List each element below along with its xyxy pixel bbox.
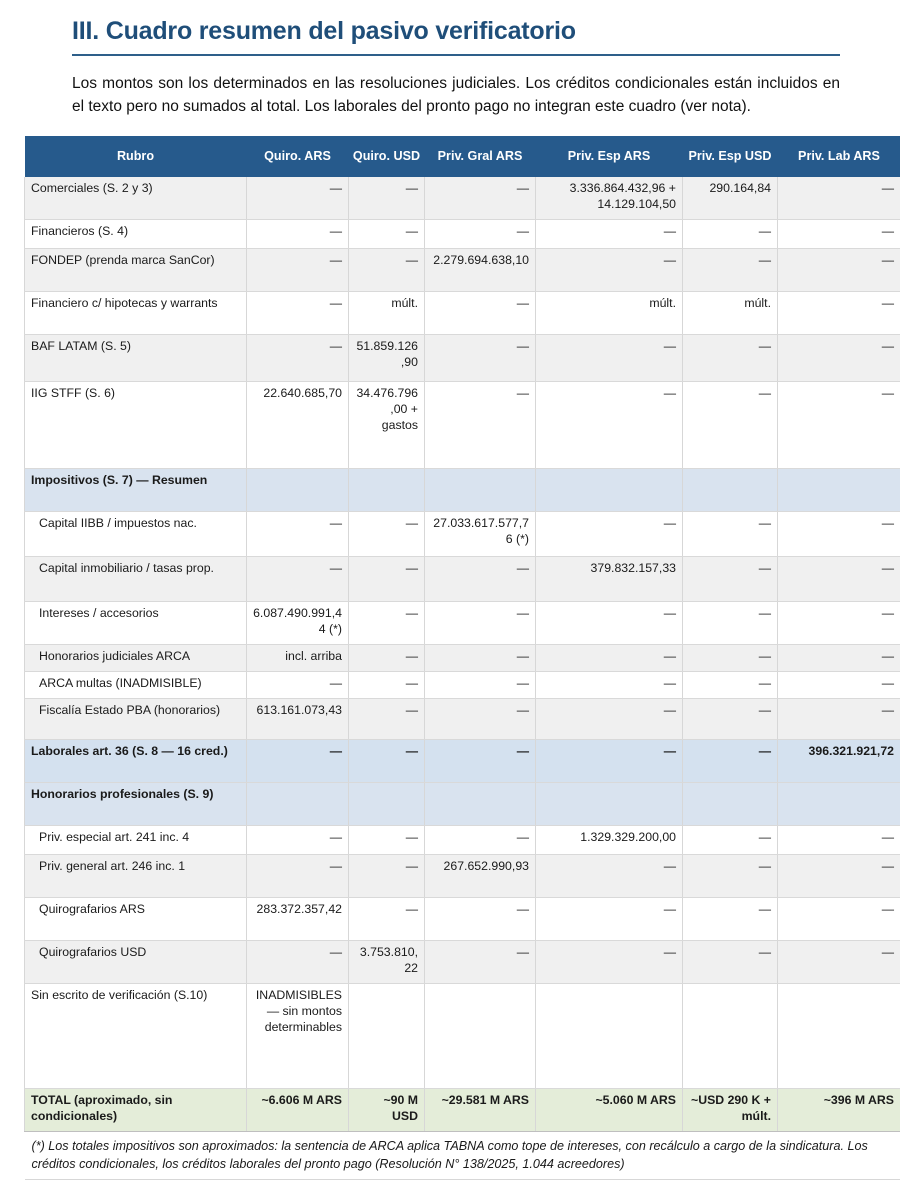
cell-priv-lab-ars: — bbox=[778, 898, 900, 941]
table-row bbox=[25, 177, 900, 220]
cell-rubro: Fiscalía Estado PBA (honorarios) bbox=[25, 699, 247, 740]
title-underline-rule bbox=[72, 54, 840, 56]
column-header-quiro-usd[interactable]: Quiro. USD bbox=[349, 136, 425, 177]
table-footer bbox=[25, 1132, 900, 1180]
table-row bbox=[25, 292, 900, 335]
cell-rubro: Financieros (S. 4) bbox=[25, 220, 247, 249]
table-row bbox=[25, 512, 900, 557]
table-row bbox=[25, 898, 900, 941]
cell-priv-lab-ars: — bbox=[778, 645, 900, 672]
cell-quiro-ars: — bbox=[247, 672, 349, 699]
cell-priv-esp-usd: múlt. bbox=[683, 292, 778, 335]
cell-rubro: BAF LATAM (S. 5) bbox=[25, 335, 247, 382]
cell-priv-lab-ars bbox=[778, 783, 900, 826]
table-row bbox=[25, 602, 900, 645]
cell-rubro: TOTAL (aproximado, sin condicionales) bbox=[25, 1089, 247, 1132]
cell-priv-gral-ars: — bbox=[425, 898, 536, 941]
cell-priv-gral-ars: — bbox=[425, 220, 536, 249]
table-body bbox=[25, 177, 900, 1132]
cell-priv-gral-ars: — bbox=[425, 602, 536, 645]
cell-priv-gral-ars: — bbox=[425, 557, 536, 602]
cell-quiro-ars: 6.087.490.991,44 (*) bbox=[247, 602, 349, 645]
cell-priv-esp-ars: 379.832.157,33 bbox=[536, 557, 683, 602]
table-row bbox=[25, 984, 900, 1089]
column-header-rubro[interactable]: Rubro bbox=[25, 136, 247, 177]
cell-quiro-ars: — bbox=[247, 335, 349, 382]
cell-priv-esp-ars: — bbox=[536, 335, 683, 382]
cell-quiro-ars: — bbox=[247, 512, 349, 557]
column-header-priv-esp-usd[interactable]: Priv. Esp USD bbox=[683, 136, 778, 177]
cell-quiro-ars bbox=[247, 469, 349, 512]
cell-priv-lab-ars: — bbox=[778, 672, 900, 699]
cell-priv-lab-ars: — bbox=[778, 699, 900, 740]
table-row bbox=[25, 855, 900, 898]
cell-rubro: Intereses / accesorios bbox=[25, 602, 247, 645]
cell-quiro-usd: — bbox=[349, 645, 425, 672]
cell-priv-esp-ars: — bbox=[536, 512, 683, 557]
table-row-section bbox=[25, 740, 900, 783]
cell-priv-gral-ars: — bbox=[425, 672, 536, 699]
cell-quiro-ars: INADMISIBLES — sin montos determinables bbox=[247, 984, 349, 1089]
cell-priv-esp-ars: — bbox=[536, 855, 683, 898]
cell-quiro-ars: — bbox=[247, 855, 349, 898]
cell-priv-lab-ars: — bbox=[778, 557, 900, 602]
cell-quiro-ars: — bbox=[247, 292, 349, 335]
cell-priv-esp-usd: — bbox=[683, 740, 778, 783]
cell-priv-esp-usd: — bbox=[683, 602, 778, 645]
cell-rubro: Quirografarios USD bbox=[25, 941, 247, 984]
table-row bbox=[25, 249, 900, 292]
cell-priv-esp-usd: — bbox=[683, 898, 778, 941]
pasivo-summary-table bbox=[24, 136, 900, 1180]
cell-quiro-ars: 613.161.073,43 bbox=[247, 699, 349, 740]
cell-priv-esp-ars: — bbox=[536, 898, 683, 941]
cell-priv-lab-ars: — bbox=[778, 177, 900, 220]
cell-priv-gral-ars: — bbox=[425, 645, 536, 672]
cell-priv-esp-usd: — bbox=[683, 645, 778, 672]
column-header-priv-esp-ars[interactable]: Priv. Esp ARS bbox=[536, 136, 683, 177]
cell-rubro: Priv. especial art. 241 inc. 4 bbox=[25, 826, 247, 855]
table-row bbox=[25, 335, 900, 382]
cell-quiro-ars: incl. arriba bbox=[247, 645, 349, 672]
cell-quiro-ars: ~6.606 M ARS bbox=[247, 1089, 349, 1132]
cell-priv-esp-ars: múlt. bbox=[536, 292, 683, 335]
cell-priv-gral-ars bbox=[425, 469, 536, 512]
cell-rubro: FONDEP (prenda marca SanCor) bbox=[25, 249, 247, 292]
cell-priv-esp-usd: — bbox=[683, 941, 778, 984]
cell-rubro: Honorarios profesionales (S. 9) bbox=[25, 783, 247, 826]
cell-quiro-ars: 283.372.357,42 bbox=[247, 898, 349, 941]
cell-priv-gral-ars: 267.652.990,93 bbox=[425, 855, 536, 898]
document-page bbox=[0, 16, 900, 1017]
cell-quiro-usd: — bbox=[349, 177, 425, 220]
cell-priv-esp-ars: — bbox=[536, 382, 683, 469]
table-row-section bbox=[25, 783, 900, 826]
cell-rubro: Impositivos (S. 7) — Resumen bbox=[25, 469, 247, 512]
cell-priv-gral-ars: 2.279.694.638,10 bbox=[425, 249, 536, 292]
table-header bbox=[25, 136, 900, 177]
cell-priv-lab-ars bbox=[778, 469, 900, 512]
cell-quiro-ars: — bbox=[247, 740, 349, 783]
cell-priv-esp-usd: — bbox=[683, 249, 778, 292]
cell-priv-gral-ars: — bbox=[425, 941, 536, 984]
cell-priv-lab-ars: — bbox=[778, 249, 900, 292]
cell-quiro-usd: — bbox=[349, 898, 425, 941]
table-row bbox=[25, 826, 900, 855]
cell-rubro: Capital IIBB / impuestos nac. bbox=[25, 512, 247, 557]
cell-quiro-ars: — bbox=[247, 557, 349, 602]
cell-priv-lab-ars: — bbox=[778, 602, 900, 645]
cell-rubro: Quirografarios ARS bbox=[25, 898, 247, 941]
cell-priv-esp-ars: 1.329.329.200,00 bbox=[536, 826, 683, 855]
table-row bbox=[25, 645, 900, 672]
cell-priv-lab-ars: — bbox=[778, 826, 900, 855]
cell-quiro-usd: múlt. bbox=[349, 292, 425, 335]
cell-priv-esp-usd: — bbox=[683, 672, 778, 699]
cell-quiro-usd: — bbox=[349, 220, 425, 249]
cell-priv-esp-ars: ~5.060 M ARS bbox=[536, 1089, 683, 1132]
cell-priv-gral-ars: — bbox=[425, 826, 536, 855]
cell-priv-esp-usd: 290.164,84 bbox=[683, 177, 778, 220]
cell-priv-esp-usd: — bbox=[683, 699, 778, 740]
cell-quiro-usd: — bbox=[349, 249, 425, 292]
column-header-quiro-ars[interactable]: Quiro. ARS bbox=[247, 136, 349, 177]
cell-priv-lab-ars: — bbox=[778, 941, 900, 984]
intro-paragraph: Los montos son los determinados en las resoluciones judiciales. Los créditos condicionales están incluidos en el texto pero no sumados al total. Los laborales del pronto pago no integran este cuadro (ver nota). bbox=[72, 72, 840, 118]
cell-quiro-usd: — bbox=[349, 672, 425, 699]
table-header-row bbox=[25, 136, 900, 177]
pasivo-table-container bbox=[24, 136, 900, 1180]
cell-priv-gral-ars bbox=[425, 783, 536, 826]
cell-quiro-ars: — bbox=[247, 249, 349, 292]
cell-priv-esp-usd: — bbox=[683, 382, 778, 469]
cell-priv-lab-ars: — bbox=[778, 855, 900, 898]
table-row bbox=[25, 699, 900, 740]
cell-priv-esp-usd bbox=[683, 984, 778, 1089]
footnote-row bbox=[25, 1132, 900, 1180]
cell-priv-lab-ars: — bbox=[778, 292, 900, 335]
cell-quiro-ars: — bbox=[247, 941, 349, 984]
cell-priv-lab-ars: 396.321.921,72 bbox=[778, 740, 900, 783]
cell-priv-gral-ars: — bbox=[425, 292, 536, 335]
cell-priv-esp-usd: — bbox=[683, 557, 778, 602]
cell-priv-esp-usd: ~USD 290 K + múlt. bbox=[683, 1089, 778, 1132]
cell-quiro-usd: — bbox=[349, 699, 425, 740]
cell-priv-gral-ars: 27.033.617.577,76 (*) bbox=[425, 512, 536, 557]
cell-quiro-usd: — bbox=[349, 512, 425, 557]
cell-rubro: IIG STFF (S. 6) bbox=[25, 382, 247, 469]
cell-priv-esp-ars: 3.336.864.432,96 + 14.129.104,50 bbox=[536, 177, 683, 220]
cell-priv-lab-ars bbox=[778, 984, 900, 1089]
table-row bbox=[25, 941, 900, 984]
column-header-priv-gral-ars[interactable]: Priv. Gral ARS bbox=[425, 136, 536, 177]
cell-priv-esp-ars: — bbox=[536, 941, 683, 984]
cell-priv-esp-ars: — bbox=[536, 602, 683, 645]
cell-quiro-usd: — bbox=[349, 826, 425, 855]
cell-quiro-ars: — bbox=[247, 220, 349, 249]
table-row bbox=[25, 220, 900, 249]
cell-rubro: Laborales art. 36 (S. 8 — 16 cred.) bbox=[25, 740, 247, 783]
cell-rubro: Sin escrito de verificación (S.10) bbox=[25, 984, 247, 1089]
cell-quiro-usd: — bbox=[349, 557, 425, 602]
cell-rubro: ARCA multas (INADMISIBLE) bbox=[25, 672, 247, 699]
cell-quiro-usd: ~90 M USD bbox=[349, 1089, 425, 1132]
cell-priv-esp-ars: — bbox=[536, 672, 683, 699]
table-row bbox=[25, 672, 900, 699]
cell-priv-esp-ars bbox=[536, 469, 683, 512]
cell-priv-esp-usd: — bbox=[683, 335, 778, 382]
cell-priv-gral-ars: ~29.581 M ARS bbox=[425, 1089, 536, 1132]
cell-quiro-usd bbox=[349, 984, 425, 1089]
table-row bbox=[25, 557, 900, 602]
cell-priv-lab-ars: — bbox=[778, 220, 900, 249]
document-header bbox=[72, 16, 840, 56]
table-footnote: (*) Los totales impositivos son aproximados: la sentencia de ARCA aplica TABNA como tope de intereses, con recálculo a cargo de la sindicatura. Los créditos condicionales, los créditos laborales del pronto pago (Resolución N° 138/2025, 1.044 acreedores) bbox=[25, 1132, 900, 1180]
cell-quiro-usd: — bbox=[349, 740, 425, 783]
cell-priv-lab-ars: — bbox=[778, 335, 900, 382]
cell-priv-gral-ars: — bbox=[425, 335, 536, 382]
cell-priv-esp-usd: — bbox=[683, 826, 778, 855]
cell-rubro: Comerciales (S. 2 y 3) bbox=[25, 177, 247, 220]
cell-rubro: Financiero c/ hipotecas y warrants bbox=[25, 292, 247, 335]
cell-rubro: Priv. general art. 246 inc. 1 bbox=[25, 855, 247, 898]
cell-quiro-usd: — bbox=[349, 602, 425, 645]
cell-quiro-usd bbox=[349, 783, 425, 826]
cell-quiro-ars: — bbox=[247, 826, 349, 855]
cell-priv-esp-ars: — bbox=[536, 220, 683, 249]
cell-quiro-ars: 22.640.685,70 bbox=[247, 382, 349, 469]
cell-priv-esp-usd: — bbox=[683, 220, 778, 249]
cell-priv-lab-ars: — bbox=[778, 382, 900, 469]
cell-rubro: Capital inmobiliario / tasas prop. bbox=[25, 557, 247, 602]
cell-priv-esp-ars: — bbox=[536, 740, 683, 783]
cell-quiro-usd: 3.753.810,22 bbox=[349, 941, 425, 984]
table-row-section bbox=[25, 469, 900, 512]
cell-priv-esp-ars bbox=[536, 783, 683, 826]
cell-priv-esp-ars: — bbox=[536, 249, 683, 292]
page-title: III. Cuadro resumen del pasivo verificatorio bbox=[72, 16, 840, 54]
cell-priv-lab-ars: — bbox=[778, 512, 900, 557]
cell-rubro: Honorarios judiciales ARCA bbox=[25, 645, 247, 672]
cell-quiro-usd: 34.476.796,00 + gastos bbox=[349, 382, 425, 469]
cell-priv-lab-ars: ~396 M ARS bbox=[778, 1089, 900, 1132]
cell-quiro-ars: — bbox=[247, 177, 349, 220]
cell-quiro-usd: 51.859.126,90 bbox=[349, 335, 425, 382]
cell-priv-esp-ars: — bbox=[536, 699, 683, 740]
cell-quiro-usd: — bbox=[349, 855, 425, 898]
cell-priv-esp-usd: — bbox=[683, 855, 778, 898]
column-header-priv-lab-ars[interactable]: Priv. Lab ARS bbox=[778, 136, 900, 177]
cell-priv-esp-usd: — bbox=[683, 512, 778, 557]
table-row-total bbox=[25, 1089, 900, 1132]
cell-quiro-ars bbox=[247, 783, 349, 826]
cell-quiro-usd bbox=[349, 469, 425, 512]
cell-priv-gral-ars: — bbox=[425, 382, 536, 469]
cell-priv-gral-ars: — bbox=[425, 740, 536, 783]
table-row bbox=[25, 382, 900, 469]
cell-priv-gral-ars: — bbox=[425, 177, 536, 220]
cell-priv-esp-usd bbox=[683, 783, 778, 826]
cell-priv-esp-ars bbox=[536, 984, 683, 1089]
cell-priv-gral-ars bbox=[425, 984, 536, 1089]
cell-priv-esp-ars: — bbox=[536, 645, 683, 672]
cell-priv-gral-ars: — bbox=[425, 699, 536, 740]
cell-priv-esp-usd bbox=[683, 469, 778, 512]
